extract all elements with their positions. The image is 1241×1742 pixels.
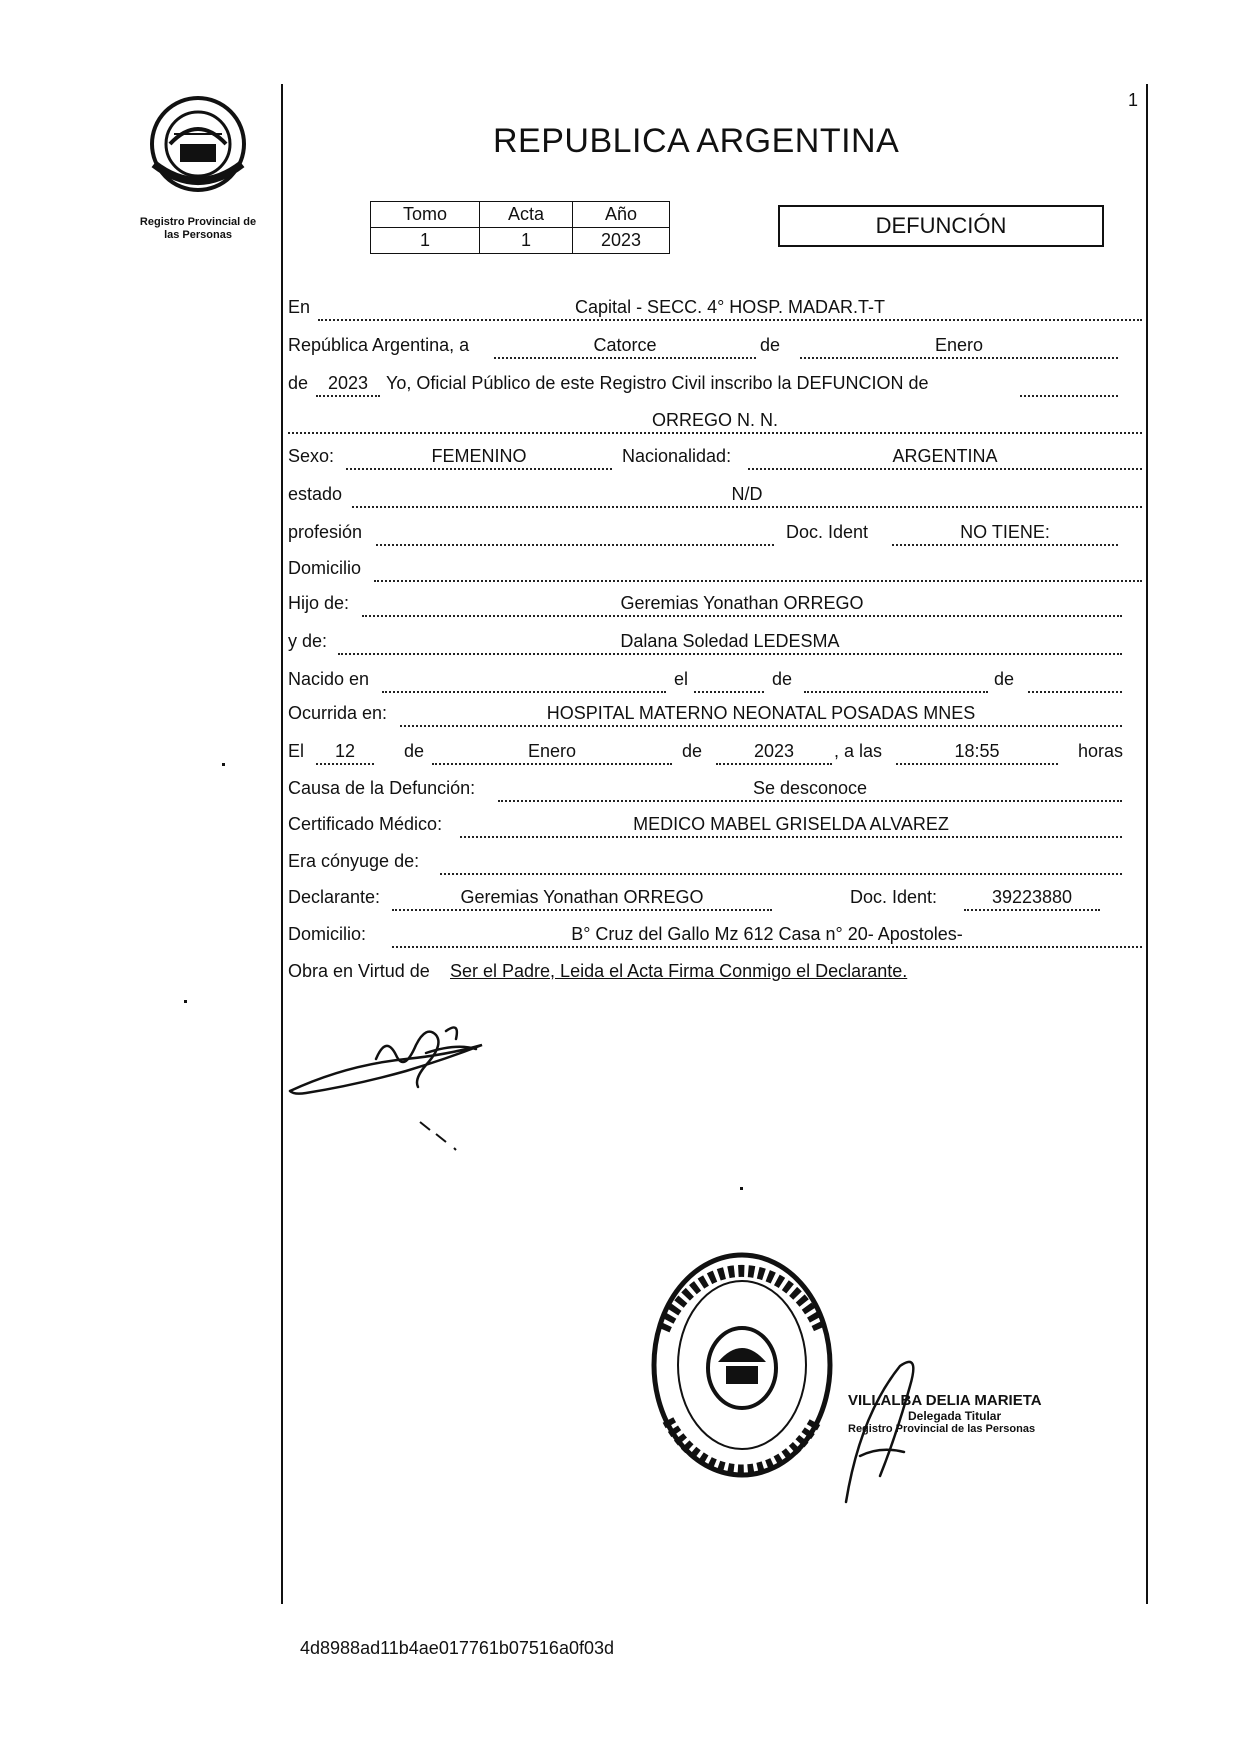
- el-de2-label: de: [682, 741, 703, 761]
- el-dia: 12: [316, 741, 374, 765]
- el-anio: 2023: [716, 741, 832, 765]
- hijo-value: Geremias Yonathan ORREGO: [362, 593, 1122, 617]
- table-header-tomo: Tomo: [371, 202, 480, 228]
- declarante-value: Geremias Yonathan ORREGO: [392, 887, 772, 911]
- en-label: En: [288, 297, 311, 317]
- sexo-label: Sexo:: [288, 446, 335, 466]
- horas-label: horas: [1078, 741, 1124, 761]
- registry-table: [370, 201, 670, 254]
- conyuge-label: Era cónyuge de:: [288, 851, 420, 871]
- official-name-box: [848, 1392, 1138, 1435]
- el-mes: Enero: [432, 741, 672, 765]
- declarante-label: Declarante:: [288, 887, 381, 907]
- nacido-de2-label: de: [994, 669, 1015, 689]
- scan-dot: [222, 763, 225, 766]
- inscribo-trailing: [1020, 373, 1118, 397]
- official-name: VILLALBA DELIA MARIETA: [848, 1392, 1042, 1409]
- ocurrida-label: Ocurrida en:: [288, 703, 388, 723]
- de-label: de: [760, 335, 781, 355]
- ocurrida-value: HOSPITAL MATERNO NEONATAL POSADAS MNES: [400, 703, 1122, 727]
- estado-value: N/D: [352, 484, 1142, 508]
- doc-label: Doc. Ident: [786, 522, 869, 542]
- logo-caption: [118, 216, 278, 242]
- nacido-label: Nacido en: [288, 669, 370, 689]
- el-label: El: [288, 741, 305, 761]
- yde-label: y de:: [288, 631, 328, 651]
- en-value: Capital - SECC. 4° HOSP. MADAR.T-T: [318, 297, 1142, 321]
- nacido-el-label: el: [674, 669, 689, 689]
- nacido-anio: [1028, 669, 1122, 693]
- alas-value: 18:55: [896, 741, 1058, 765]
- official-seal: [648, 1250, 836, 1480]
- table-value-tomo: 1: [371, 228, 480, 254]
- republica-label: República Argentina, a: [288, 335, 470, 355]
- logo-caption-line1: Registro Provincial de: [139, 216, 257, 228]
- official-org: Registro Provincial de las Personas: [848, 1423, 1036, 1435]
- nacionalidad-label: Nacionalidad:: [622, 446, 732, 466]
- nacido-lugar: [382, 669, 666, 693]
- table-value-acta: 1: [480, 228, 573, 254]
- certificado-value: MEDICO MABEL GRISELDA ALVAREZ: [460, 814, 1122, 838]
- de2-label: de: [288, 373, 309, 393]
- nacionalidad-value: ARGENTINA: [748, 446, 1142, 470]
- sexo-value: FEMENINO: [346, 446, 612, 470]
- page-title: REPUBLICA ARGENTINA: [493, 122, 900, 160]
- certificado-label: Certificado Médico:: [288, 814, 443, 834]
- mes-value: Enero: [800, 335, 1118, 359]
- dia-value: Catorce: [494, 335, 756, 359]
- el-de-label: de: [404, 741, 425, 761]
- hijo-label: Hijo de:: [288, 593, 350, 613]
- obra-text: Ser el Padre, Leida el Acta Firma Conmigo el Declarante.: [450, 961, 908, 981]
- signature-mark: [416, 1118, 462, 1154]
- nacido-de-label: de: [772, 669, 793, 689]
- anio-value: 2023: [316, 373, 380, 397]
- yde-value: Dalana Soledad LEDESMA: [338, 631, 1122, 655]
- decl-doc-label: Doc. Ident:: [850, 887, 938, 907]
- domicilio-label: Domicilio: [288, 558, 362, 578]
- document-hash: 4d8988ad11b4ae017761b07516a0f03d: [300, 1638, 614, 1658]
- right-margin-rule: [1146, 84, 1148, 1604]
- decl-dom-label: Domicilio:: [288, 924, 367, 944]
- decl-doc-value: 39223880: [964, 887, 1100, 911]
- profesion-label: profesión: [288, 522, 363, 542]
- decl-dom-value: B° Cruz del Gallo Mz 612 Casa n° 20- Apostoles-: [392, 924, 1142, 948]
- document-type-box: DEFUNCIÓN: [778, 205, 1104, 247]
- page-number: 1: [1128, 90, 1139, 110]
- causa-value: Se desconoce: [498, 778, 1122, 802]
- domicilio-value: [374, 558, 1142, 582]
- official-role: Delegada Titular: [908, 1409, 1002, 1423]
- conyuge-value: [440, 851, 1122, 875]
- scan-dot: [184, 1000, 187, 1003]
- left-margin-rule: [281, 84, 283, 1604]
- nacido-mes: [804, 669, 988, 693]
- alas-label: , a las: [834, 741, 883, 761]
- nacido-dia: [694, 669, 764, 693]
- causa-label: Causa de la Defunción:: [288, 778, 476, 798]
- inscribo-text: Yo, Oficial Público de este Registro Civil inscribo la DEFUNCION de: [386, 373, 929, 393]
- province-logo: [144, 94, 252, 194]
- obra-prefix: Obra en Virtud de: [288, 961, 430, 981]
- profesion-value: [376, 522, 774, 546]
- logo-caption-line2: las Personas: [164, 229, 232, 241]
- doc-value: NO TIENE:: [892, 522, 1118, 546]
- table-header-anio: Año: [573, 202, 670, 228]
- scan-dot: [740, 1187, 743, 1190]
- table-value-anio: 2023: [573, 228, 670, 254]
- table-header-acta: Acta: [480, 202, 573, 228]
- declarant-signature: [286, 1015, 496, 1105]
- estado-label: estado: [288, 484, 343, 504]
- nombre-value: ORREGO N. N.: [288, 410, 1142, 434]
